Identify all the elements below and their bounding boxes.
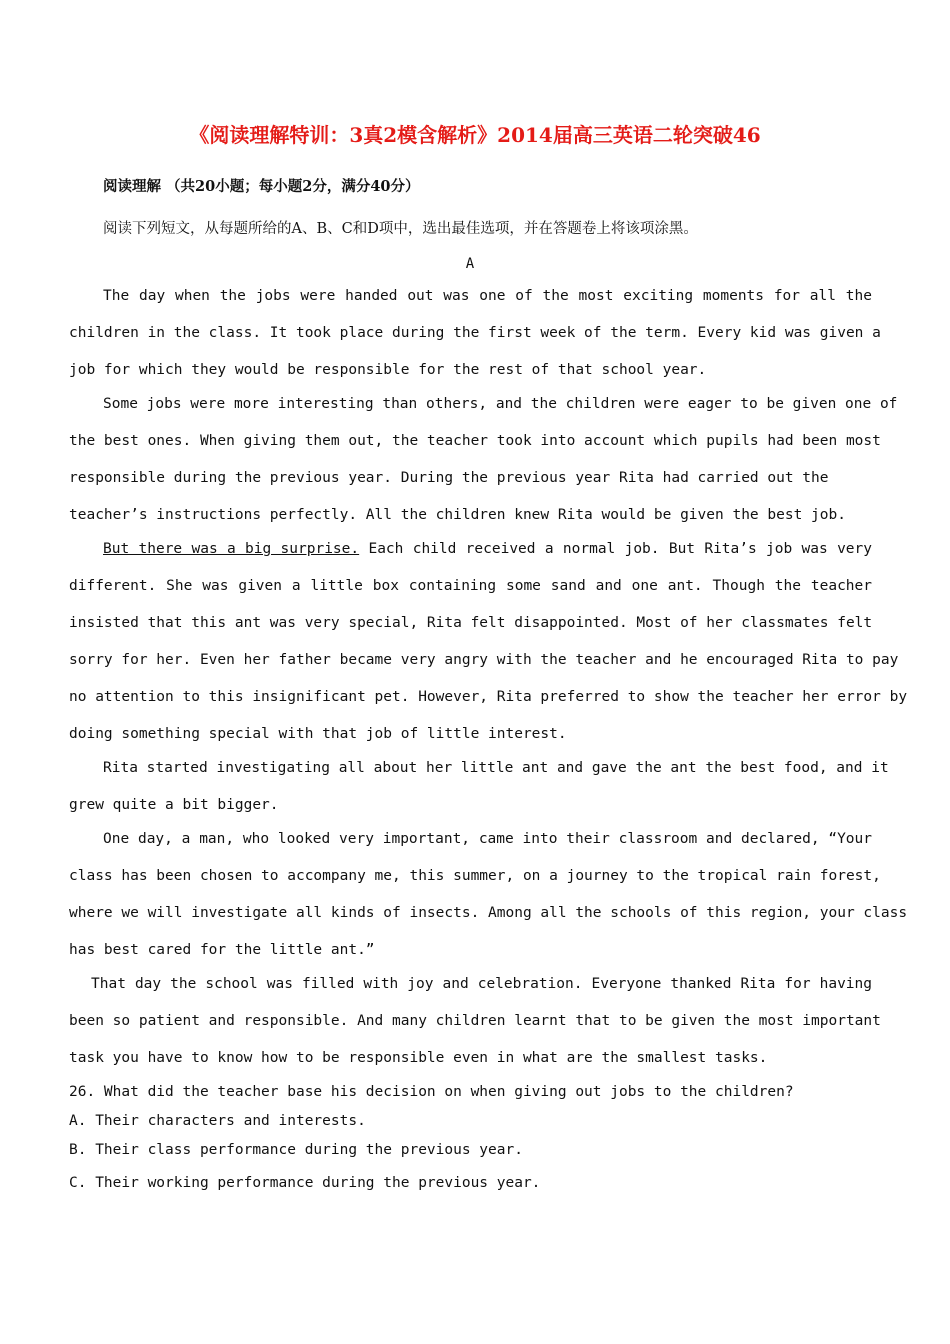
passage-line: job for which they would be responsible for the rest of that school year. [69,362,707,378]
passage-line: task you have to know how to be responsible even in what are the smallest tasks. [69,1050,768,1066]
instructions: 阅读下列短文，从每题所给的A、B、C和D项中，选出最佳选项，并在答题卷上将该项涂黑。 [103,221,698,237]
section-heading: 阅读理解 （共20小题；每小题2分，满分40分） [103,178,420,195]
document-title: 《阅读理解特训：3真2模含解析》2014届高三英语二轮突破46 [189,123,761,147]
passage-line: insisted that this ant was very special, Rita felt disappointed. Most of her classmates felt [69,615,873,631]
passage-line: doing something special with that job of little interest. [69,726,567,742]
passage-line: where we will investigate all kinds of insects. Among all the schools of this region, your class [69,905,908,921]
passage-line: children in the class. It took place during the first week of the term. Every kid was given a [69,325,881,341]
passage-line: different. She was given a little box containing some sand and one ant. Though the teacher [69,578,872,594]
passage-line: the best ones. When giving them out, the teacher took into account which pupils had been most [69,433,881,449]
passage-line: Some jobs were more interesting than others, and the children were eager to be given one of [103,396,898,412]
passage-line: responsible during the previous year. During the previous year Rita had carried out the [69,470,829,486]
passage-line: Rita started investigating all about her little ant and gave the ant the best food, and it [103,760,889,776]
passage-line: One day, a man, who looked very important, came into their classroom and declared, “Your [103,831,872,847]
passage-line: been so patient and responsible. And many children learnt that to be given the most important [69,1013,881,1029]
option-a: A. Their characters and interests. [69,1113,366,1129]
passage-text: Each child received a normal job. But Rita’s job was very [368,541,872,557]
question-26: 26. What did the teacher base his decision on when giving out jobs to the children? [69,1084,794,1100]
passage-line: That day the school was filled with joy and celebration. Everyone thanked Rita for having [91,976,872,992]
passage-line: teacher’s instructions perfectly. All the children knew Rita would be given the best job. [69,507,846,523]
option-c: C. Their working performance during the previous year. [69,1175,541,1191]
passage-line: class has been chosen to accompany me, this summer, on a journey to the tropical rain forest, [69,868,881,884]
passage-line: no attention to this insignificant pet. However, Rita preferred to show the teacher her error by [69,689,908,705]
passage-line: grew quite a bit bigger. [69,797,279,813]
option-b: B. Their class performance during the previous year. [69,1142,523,1158]
underlined-sentence: But there was a big surprise. [103,541,360,557]
passage-line: has best cared for the little ant.” [69,942,375,958]
passage-line: sorry for her. Even her father became very angry with the teacher and he encouraged Rita to pay [69,652,899,668]
passage-line: The day when the jobs were handed out was one of the most exciting moments for all the [103,288,872,304]
passage-line [103,538,872,560]
passage-label: A [465,256,475,272]
